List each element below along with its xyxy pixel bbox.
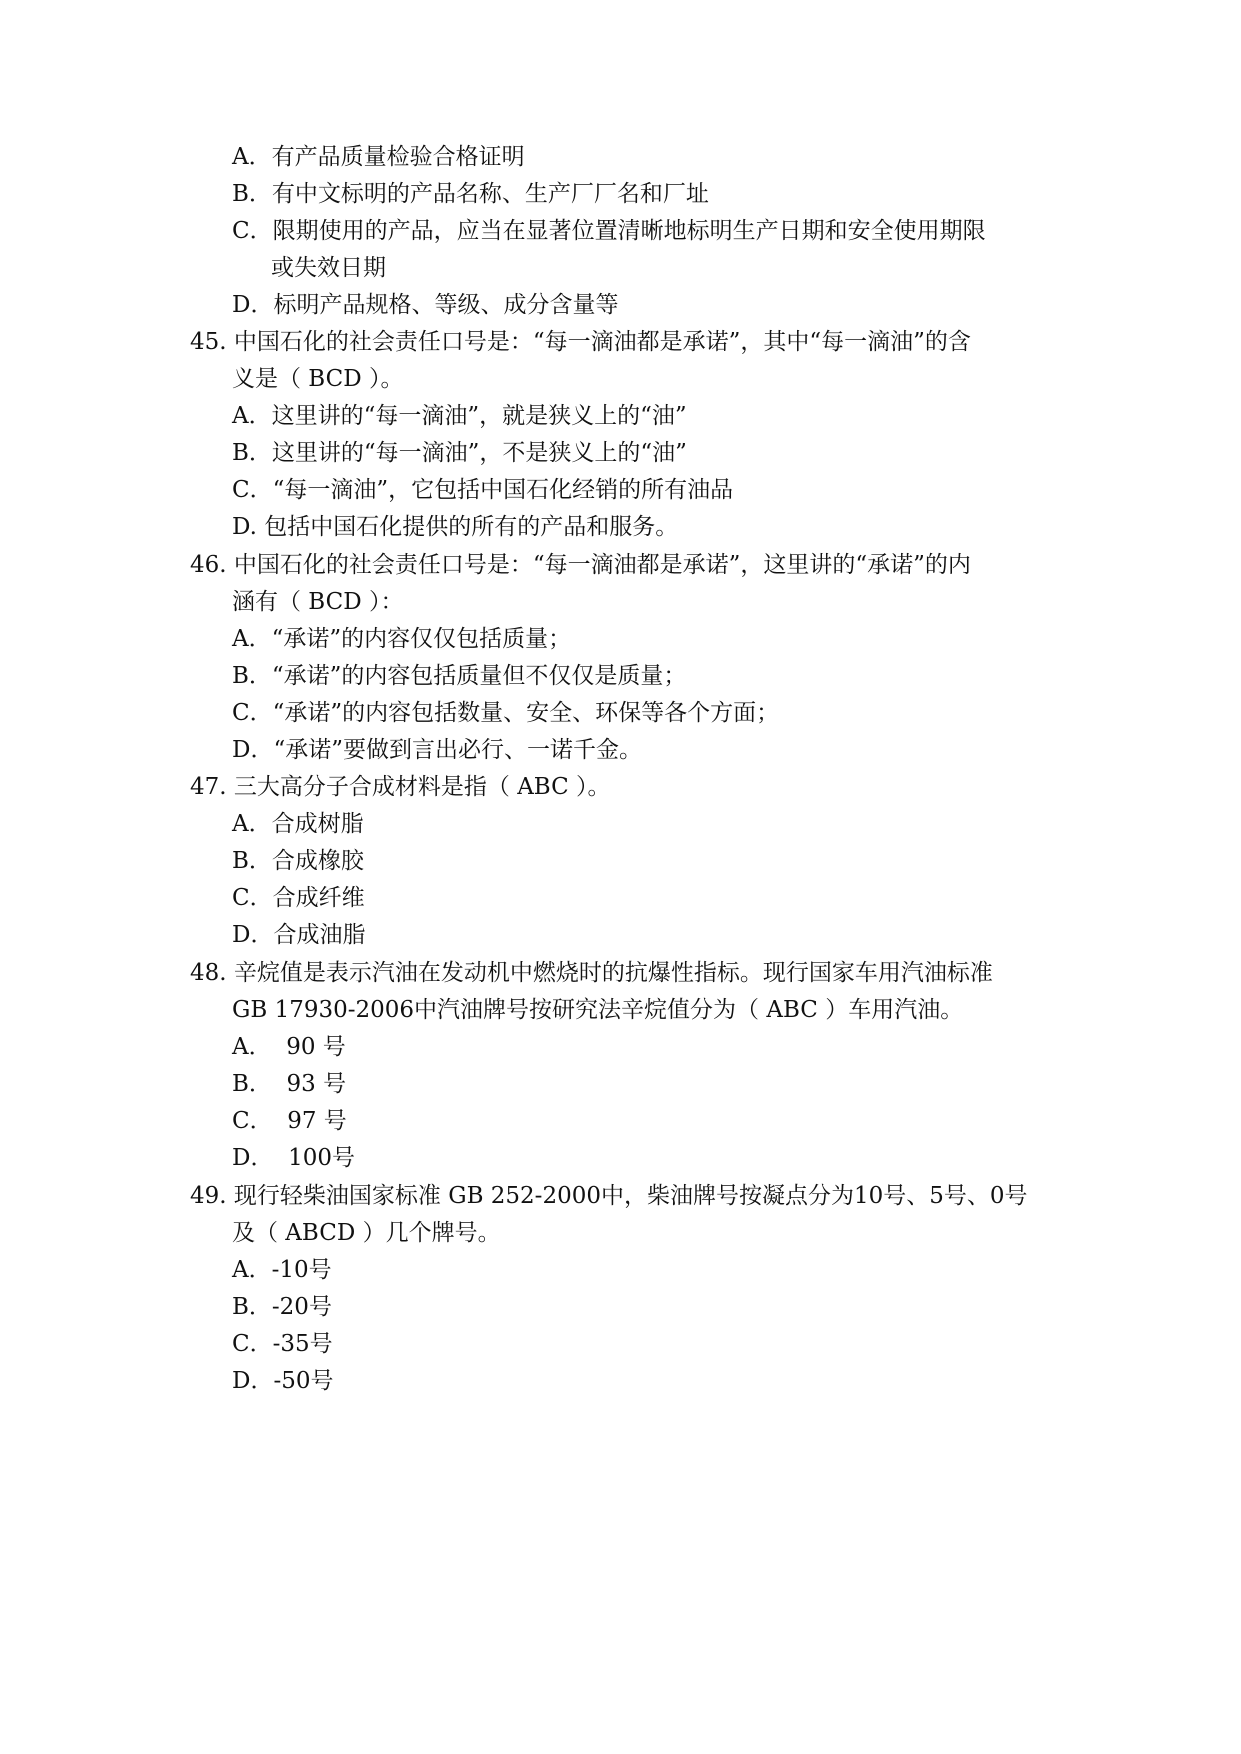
q47-stem: 47. 三大高分子合成材料是指（ ABC ）。 (190, 774, 611, 800)
q44-option-a: A．有产品质量检验合格证明 (232, 144, 525, 170)
q45-option-c: C．“每一滴油”，它包括中国石化经销的所有油品 (232, 477, 734, 503)
q45-stem-continuation: 义是（ BCD ）。 (232, 366, 404, 392)
q46-option-b: B．“承诺”的内容包括质量但不仅仅是质量； (232, 663, 687, 689)
q46-stem-continuation: 涵有（ BCD ）： (232, 589, 404, 615)
q48-stem-continuation: GB 17930-2006中汽油牌号按研究法辛烷值分为（ ABC ）车用汽油。 (232, 997, 964, 1023)
q45-option-a: A．这里讲的“每一滴油”，就是狭义上的“油” (232, 403, 687, 429)
q45-option-b: B．这里讲的“每一滴油”，不是狭义上的“油” (232, 440, 687, 466)
q47-option-a: A．合成树脂 (232, 811, 364, 837)
q46-option-a: A．“承诺”的内容仅仅包括质量； (232, 626, 572, 652)
q47-option-c: C．合成纤维 (232, 885, 365, 911)
q45-stem: 45. 中国石化的社会责任口号是：“每一滴油都是承诺”，其中“每一滴油”的含 (190, 329, 971, 355)
q45-option-d: D. 包括中国石化提供的所有的产品和服务。 (232, 514, 679, 540)
q47-option-b: B．合成橡胶 (232, 848, 364, 874)
q48-stem: 48. 辛烷值是表示汽油在发动机中燃烧时的抗爆性指标。现行国家车用汽油标准 (190, 960, 993, 986)
q49-option-a: A．-10号 (232, 1257, 332, 1283)
q48-option-c: C． 97 号 (232, 1108, 347, 1134)
q48-option-d: D． 100号 (232, 1145, 355, 1171)
q49-stem-continuation: 及（ ABCD ）几个牌号。 (232, 1220, 501, 1246)
q46-option-d: D．“承诺”要做到言出必行、一诺千金。 (232, 737, 642, 763)
q48-option-a: A． 90 号 (232, 1034, 346, 1060)
q47-option-d: D．合成油脂 (232, 922, 366, 948)
q46-stem: 46. 中国石化的社会责任口号是：“每一滴油都是承诺”，这里讲的“承诺”的内 (190, 552, 971, 578)
q49-option-d: D．-50号 (232, 1368, 334, 1394)
q49-option-b: B．-20号 (232, 1294, 332, 1320)
q44-option-c-continuation: 或失效日期 (271, 255, 386, 281)
q49-option-c: C．-35号 (232, 1331, 333, 1357)
q44-option-b: B．有中文标明的产品名称、生产厂厂名和厂址 (232, 181, 709, 207)
q44-option-c: C．限期使用的产品，应当在显著位置清晰地标明生产日期和安全使用期限 (232, 218, 986, 244)
q46-option-c: C．“承诺”的内容包括数量、安全、环保等各个方面； (232, 700, 780, 726)
q48-option-b: B． 93 号 (232, 1071, 347, 1097)
q44-option-d: D．标明产品规格、等级、成分含量等 (232, 292, 619, 318)
q49-stem: 49. 现行轻柴油国家标准 GB 252-2000中，柴油牌号按凝点分为10号、5号、0号 (190, 1183, 1028, 1209)
